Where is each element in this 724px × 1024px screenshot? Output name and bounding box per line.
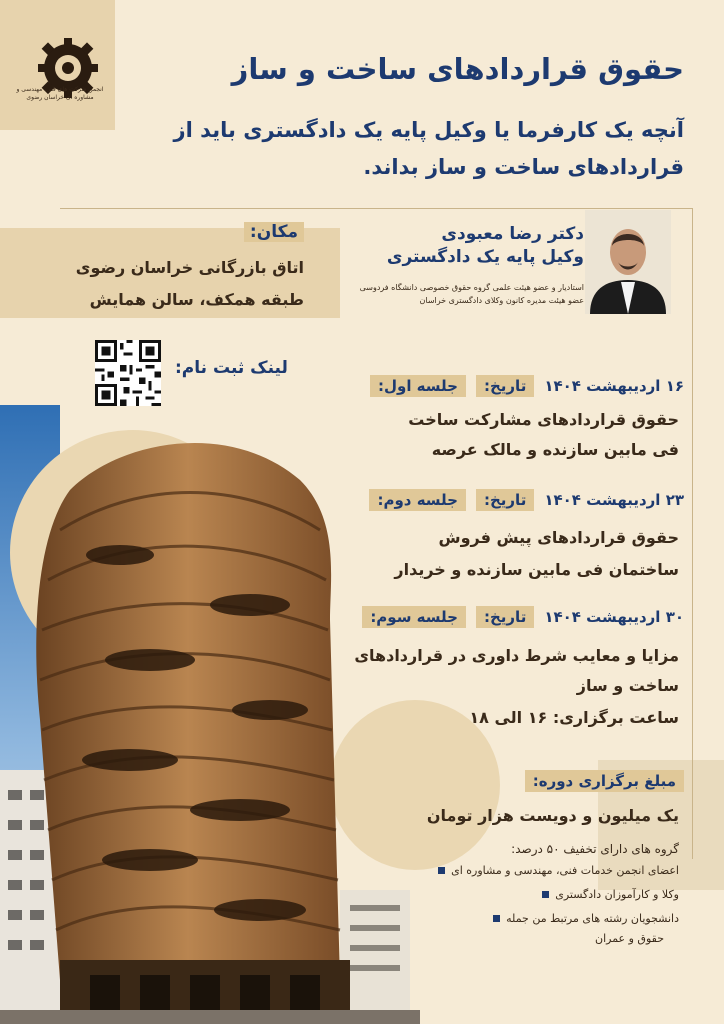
discount-intro: گروه های دارای تخفیف ۵۰ درصد:	[511, 842, 679, 856]
session-1-topic-line-2: فی مابین سازنده و مالک عرصه	[431, 440, 679, 459]
speaker-bio-line-1: استادیار و عضو هیئت علمی گروه حقوق خصوصی دانشگاه فردوسی	[359, 283, 584, 292]
discount-item	[438, 864, 679, 877]
discount-item-label: دانشجویان رشته های مرتبط من جمله	[506, 912, 679, 925]
speaker-photo	[585, 210, 671, 314]
logo-caption: انجمن شرکت های فنی، مهندسی و مشاوره ای خراسان رضوی	[16, 86, 104, 101]
subtitle-line-1: آنچه یک کارفرما یا وکیل پایه یک دادگستری باید از	[173, 118, 684, 142]
session-3-topic-line-1: مزایا و معایب شرط داوری در قراردادهای	[354, 646, 679, 665]
building-illustration	[0, 420, 420, 1024]
location-line-1: اتاق بازرگانی خراسان رضوی	[75, 258, 304, 277]
session-3-header	[362, 603, 684, 631]
price-value: یک میلیون و دویست هزار تومان	[426, 806, 679, 825]
session-3-date: ۳۰ اردیبهشت ۱۴۰۴	[544, 608, 684, 626]
location-label: مکان:	[244, 222, 304, 242]
discount-item-label: وکلا و کارآموزان دادگستری	[555, 888, 679, 901]
page-title: حقوق قراردادهای ساخت و ساز	[231, 52, 684, 86]
session-3-topic-line-2: ساخت و ساز	[576, 676, 679, 695]
bullet-icon	[542, 891, 549, 898]
session-1-topic-line-1: حقوق قراردادهای مشارکت ساخت	[408, 410, 679, 429]
location-line-2: طبقه همکف، سالن همایش	[89, 290, 304, 309]
speaker-bio-line-2: عضو هیئت مدیره کانون وکلای دادگستری خراسان	[419, 296, 584, 305]
session-2-header	[369, 486, 684, 514]
session-1-date-label: تاریخ:	[476, 375, 534, 397]
bullet-icon	[438, 867, 445, 874]
session-1-header	[370, 372, 684, 400]
qr-code-icon[interactable]	[95, 340, 161, 406]
speaker-name: دکتر رضا معبودی	[441, 224, 584, 244]
session-2-tag: جلسه دوم:	[369, 489, 466, 511]
session-1-tag: جلسه اول:	[370, 375, 466, 397]
speaker-role: وکیل پایه یک دادگستری	[386, 247, 584, 267]
session-1-date: ۱۶ اردیبهشت ۱۴۰۴	[544, 377, 684, 395]
discount-item	[542, 888, 679, 901]
subtitle	[84, 112, 684, 186]
discount-item-continuation: حقوق و عمران	[594, 932, 664, 945]
bullet-icon	[493, 915, 500, 922]
session-2-topic-line-1: حقوق قراردادهای پیش فروش	[438, 528, 679, 547]
session-2-topic-line-2: ساختمان فی مابین سازنده و خریدار	[394, 560, 679, 579]
session-3-tag: جلسه سوم:	[362, 606, 466, 628]
session-time: ساعت برگزاری: ۱۶ الی ۱۸	[469, 708, 679, 727]
session-2-date: ۲۳ اردیبهشت ۱۴۰۴	[544, 491, 684, 509]
subtitle-line-2: قراردادهای ساخت و ساز بداند.	[363, 155, 684, 179]
registration-link-label: لینک ثبت نام:	[175, 358, 288, 378]
price-label: مبلغ برگزاری دوره:	[525, 770, 684, 792]
session-2-date-label: تاریخ:	[476, 489, 534, 511]
gear-logo-icon	[30, 22, 106, 120]
discount-item	[493, 912, 679, 925]
discount-item-label: اعضای انجمن خدمات فنی، مهندسی و مشاوره ای	[451, 864, 679, 877]
session-3-date-label: تاریخ:	[476, 606, 534, 628]
